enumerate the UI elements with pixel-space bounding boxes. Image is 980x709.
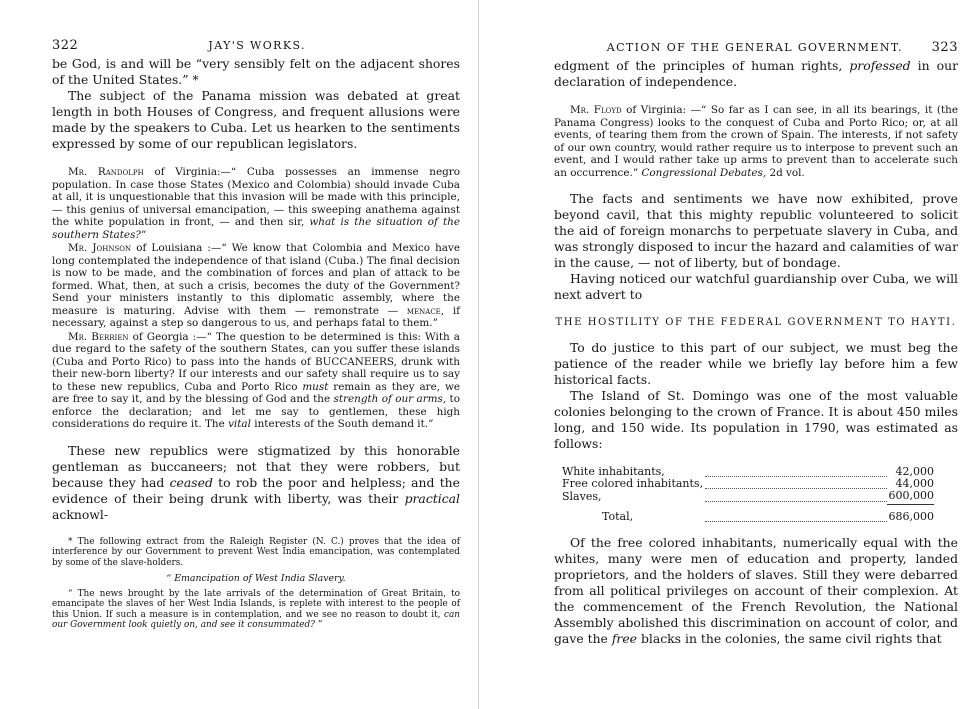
floyd-quote-block: [554, 104, 958, 179]
population-row: [562, 490, 934, 505]
left-page-content: [52, 38, 460, 631]
left-opening-lines: be God, is and will be “very sensibly felt on the adjacent shores of the United States.” *: [52, 56, 460, 87]
footnote: [52, 537, 460, 631]
right-running-head: ACTION OF THE GENERAL GOVERNMENT.: [606, 41, 903, 54]
facts-paragraph: The facts and sentiments we have now exhibited, prove beyond cavil, that this mighty republic volunteered to solicit the aid of foreign monarchs to perpetuate slavery in Cuba, and was strongly disposed to incur the hazard and calamities of war in the cause, — not of liberty, but of bondage.: [554, 191, 958, 270]
island-paragraph: The Island of St. Domingo was one of the most valuable colonies belonging to the crown of France. It is about 450 miles long, and 150 wide. Its population in 1790, was estimated as follows:: [554, 388, 958, 451]
left-page: [0, 0, 479, 709]
population-total-row: [562, 505, 934, 524]
berrien-quote: Mr. Berrien of Georgia :—“ The question to be determined is this: With a due regard to the safety of the southern States, can you suffer these islands (Cuba and Porto Rico) to pass into the hands of BUCCANEERS, drunk with their new-born liberty? If our interests and our safety shall require us to say to these new republics, Cuba and Porto Rico must remain as they are, we are free to say it, and by the blessing of God and the strength of our arms, to enforce the declaration; and let me say to gentlemen, these high considerations do require it. The vital interests of the South demand it.”: [52, 330, 460, 430]
right-page-content: [554, 40, 958, 647]
right-page-number: 323: [931, 40, 958, 55]
population-value: 42,000: [895, 465, 934, 478]
johnson-quote: Mr. Johnson of Louisiana :—“ We know that Colombia and Mexico have long contemplated the independence of that island (Cuba.) The final decision is now to be made, and the combination of forces and plan of attack to be formed. What, then, at such a crisis, becomes the duty of the Government? Send your ministers instantly to this diplomatic assembly, where the measure is maturing. Advise with them — remonstrate — menace, if necessary, against a step so dangerous to us, and perhaps fatal to them.”: [52, 242, 460, 329]
population-label: White inhabitants,: [562, 465, 665, 478]
congress-quotes: [52, 166, 460, 431]
left-running-head: JAY'S WORKS.: [208, 39, 306, 52]
free-colored-paragraph: Of the free colored inhabitants, numerically equal with the whites, many were men of education and property, landed proprietors, and the holders of slaves. Still they were debarred from all political privileges on account of their complexion. At the commencement of the French Revolution, the National Assembly abolished this discrimination on account of color, and gave the free blacks in the colonies, the same civil rights that: [554, 535, 958, 646]
population-label: Slaves,: [562, 490, 602, 504]
floyd-quote: Mr. Floyd of Virginia: —“ So far as I can see, in all its bearings, it (the Panama Congress) looks to the conquest of Cuba and Porto Rico; or, at all events, of tearing them from the crown of Spain. The interests, if not safety of our own country, would rather require us to interpose to prevent such an event, and I would rather take up arms to prevent than to accelerate such an occurrence.” Congressional Debates, 2d vol.: [554, 104, 958, 179]
randolph-quote: Mr. Randolph of Virginia:—“ Cuba possesses an immense negro population. In case those States (Mexico and Colombia) should invade Cuba at all, it is unquestionable that this invasion will be made with this principle, — this genius of universal emancipation, — this sweeping anathema against the white population in front, — and then sir, what is the situation of the southern States?”: [52, 166, 460, 241]
guardianship-paragraph: Having noticed our watchful guardianship over Cuba, we will next advert to: [554, 271, 958, 302]
population-value: 600,000: [887, 490, 935, 505]
total-value: 686,000: [888, 510, 934, 523]
population-label: Free colored inhabitants,: [562, 477, 704, 490]
right-running-header: [554, 40, 958, 58]
right-page: [488, 0, 980, 709]
right-opening-lines: edgment of the principles of human rights, professed in our declaration of independence.: [554, 58, 958, 89]
population-row: [562, 478, 934, 490]
population-value: 44,000: [895, 477, 934, 490]
footnote-intro: * The following extract from the Raleigh Register (N. C.) proves that the idea of interference by our Government to prevent West India emancipation, was contemplated by some of the slave-holders.: [52, 536, 460, 568]
left-running-header: [52, 38, 460, 56]
justice-paragraph: To do justice to this part of our subject, we must beg the patience of the reader while we briefly lay before him a few historical facts.: [554, 340, 958, 387]
left-closing-paragraph: These new republics were stigmatized by this honorable gentleman as buccaneers; not that they were robbers, but because they had ceased to rob the poor and helpless; and the evidence of their being drunk with liberty, was their practical acknowl-: [52, 442, 460, 522]
population-table: [562, 466, 934, 523]
section-heading: THE HOSTILITY OF THE FEDERAL GOVERNMENT TO HAYTI.: [555, 317, 957, 328]
left-page-number: 322: [52, 38, 79, 53]
footnote-body: “ The news brought by the late arrivals of the determination of Great Britain, to emancipate the slaves of her West India Islands, is replete with interest to the people of this Union. If such a measure is in contemplation, and we see no reason to doubt it, can our Government look quietly on, and see it consummated? ”: [52, 588, 460, 630]
footnote-title: “ Emancipation of West India Slavery.: [166, 573, 346, 584]
left-intro-paragraph: The subject of the Panama mission was debated at great length in both Houses of Congress, and frequent allusions were made by the speakers to Cuba. Let us hearken to the sentiments expressed by some of our republican legislators.: [52, 88, 460, 151]
total-label: Total,: [602, 509, 634, 523]
